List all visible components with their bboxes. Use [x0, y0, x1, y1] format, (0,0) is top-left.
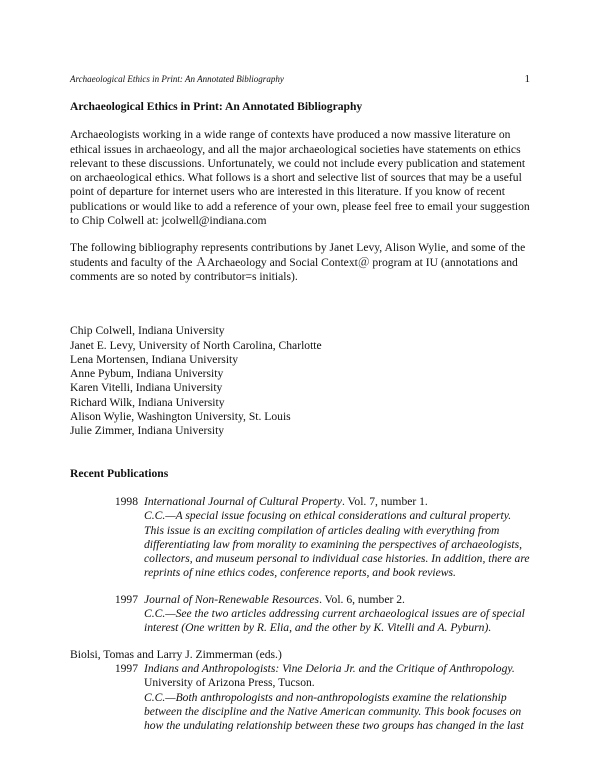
entry-citation: [144, 593, 530, 607]
bibliography-entry: [70, 593, 530, 636]
contributor-item: Karen Vitelli, Indiana University: [70, 381, 223, 395]
entry-annotation: C.C.—Both anthropologists and non-anthropologists examine the relationship between the discipline and the Native American community. This book focuses on how the undulating relationship between these two groups has changed in the last: [144, 690, 524, 733]
running-header: [70, 70, 530, 85]
entry-annotation: C.C.—A special issue focusing on ethical considerations and cultural property. This issue is an exciting compilation of articles dealing with everything from differentiating law from morality to examining the perspectives of archaeologists, collectors, and museum personal to individual case histories. In addition, there are reprints of nine ethics codes, conference reports, and book reviews.: [144, 509, 530, 580]
bibliography-entry: [70, 495, 530, 581]
document-body: [70, 100, 530, 733]
contributions-paragraph: The following bibliography represents contributions by Janet Levy, Alison Wylie, and some of the students and faculty of the ＡArchaeology and Social Context＠ program at IU (annotations and comments are so noted by contributor=s initials).: [70, 241, 526, 283]
entry-year: 1997: [114, 661, 138, 675]
entry-publisher: University of Arizona Press, Tucson.: [144, 676, 315, 690]
page-number: 1: [524, 73, 530, 85]
entry-year: 1997: [114, 592, 138, 606]
running-title: Archaeological Ethics in Print: An Annotated Bibliography: [70, 74, 284, 84]
entry-body: [144, 495, 530, 581]
entry-title: Journal of Non-Renewable Resources: [144, 592, 320, 606]
contributor-item: Janet E. Levy, University of North Carolina, Charlotte: [70, 338, 322, 352]
entry-title: Indians and Anthropologists: Vine Deloria Jr. and the Critique of Anthropology.: [144, 661, 515, 675]
contributor-item: Lena Mortensen, Indiana University: [70, 352, 239, 366]
contributor-item: Richard Wilk, Indiana University: [70, 395, 225, 409]
contributor-item: Chip Colwell, Indiana University: [70, 324, 225, 338]
entry-annotation: C.C.—See the two articles addressing current archaeological issues are of special interest (One written by R. Elia, and the other by K. Vitelli and A. Pyburn).: [144, 607, 525, 635]
entry-details: . Vol. 7, number 1.: [341, 494, 428, 508]
contributor-item: Julie Zimmer, Indiana University: [70, 424, 225, 438]
section-title: Recent Publications: [70, 466, 169, 480]
contributor-list: [70, 324, 530, 438]
bibliography-entry: [70, 662, 530, 733]
document-title: Archaeological Ethics in Print: An Annotated Bibliography: [70, 100, 363, 113]
entry-details: . Vol. 6, number 2.: [319, 592, 405, 606]
entry-body: [144, 593, 530, 636]
entry-title: International Journal of Cultural Property: [144, 494, 342, 508]
entry-citation: [144, 495, 530, 509]
contributor-item: Anne Pybum, Indiana University: [70, 367, 224, 381]
contributor-item: Alison Wylie, Washington University, St. Louis: [70, 410, 291, 424]
entry-body: [144, 662, 530, 733]
intro-paragraph: Archaeologists working in a wide range of contexts have produced a now massive literature on ethical issues in archaeology, and all the major archaeological societies have statements on ethics relevant to these discussions. Unfortunately, we could not include every publication and statement on archaeological ethics. What follows is a short and selective list of sources that may be a useful point of departure for internet users who are interested in this literature. If you know of recent publications or would like to add a reference of your own, please feel free to email your suggestion to Chip Colwell at: jcolwell@indiana.com: [70, 128, 530, 228]
entry-authors: Biolsi, Tomas and Larry J. Zimmerman (eds.): [70, 647, 282, 661]
entry-year: 1998: [114, 494, 138, 508]
